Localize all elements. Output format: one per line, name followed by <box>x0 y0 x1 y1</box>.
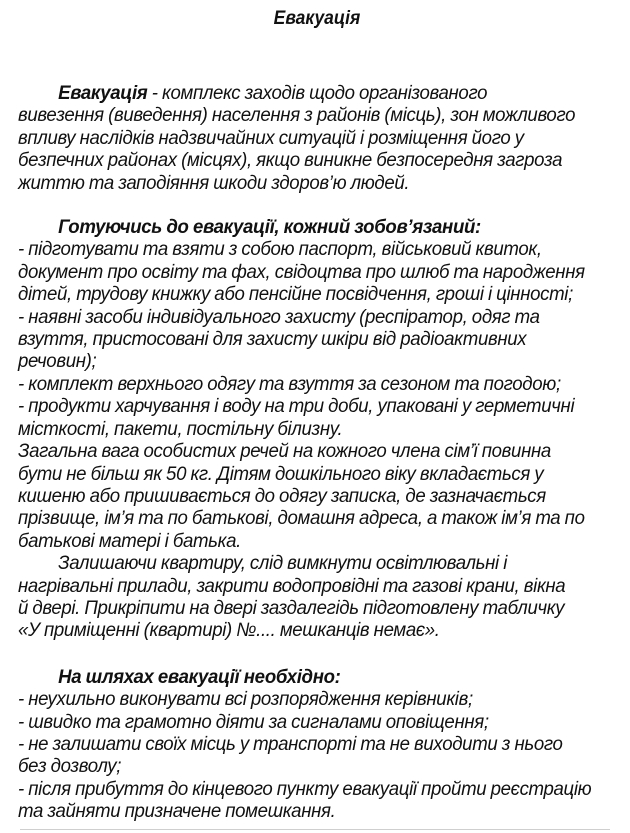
preparation-line: речовин); <box>18 350 97 373</box>
preparation-line: бути не більш як 50 кг. Дітям дошкільного віку вкладається у <box>18 462 544 485</box>
definition-line: - комплекс заходів щодо організованого <box>147 82 488 104</box>
preparation-line: - підготувати та взяти з собою паспорт, військовий квиток, <box>18 238 542 261</box>
page-title: Евакуація <box>273 8 361 29</box>
definition-line: вивезення (виведення) населення з районів (місць), зон можливого <box>18 104 576 127</box>
routes-line: - неухильно виконувати всі розпорядження керівників; <box>18 688 473 711</box>
bottom-divider <box>20 829 610 830</box>
routes-line: та зайняти призначене помешкання. <box>18 800 336 823</box>
preparation-line: - продукти харчування і воду на три доби, упаковані у герметичні <box>18 395 575 418</box>
document-body <box>18 82 620 823</box>
routes-line: - після прибуття до кінцевого пункту евакуації пройти реєстрацію <box>18 777 592 800</box>
definition-line: безпечних районах (місцях), якщо виникне безпосередня загроза <box>18 149 563 172</box>
preparation-line: дітей, трудову книжку або пенсійне посвідчення, гроші і цінності; <box>18 283 573 306</box>
routes-heading: На шляхах евакуації необхідно: <box>58 665 341 688</box>
routes-line: - швидко та грамотно діяти за сигналами оповіщення; <box>18 710 489 733</box>
preparation-line: місткості, пакети, постільну білизну. <box>18 417 343 440</box>
preparation-line: кишеню або пришивається до одягу записка, де зазначається <box>18 484 546 507</box>
paragraph-gap <box>18 642 620 666</box>
preparation-line: документ про освіту та фах, свідоцтва про шлюб та народження <box>18 260 585 283</box>
definition-first-line <box>18 82 620 104</box>
routes-line: без дозволу; <box>18 755 122 778</box>
routes-line: - не залишати своїх місць у транспорті та не виходити з нього <box>18 732 563 755</box>
preparation-heading: Готуючись до евакуації, кожний зобов’язаний: <box>58 216 481 239</box>
preparation-line: Загальна вага особистих речей на кожного члена сім’ї повинна <box>18 440 551 463</box>
leaving-line: Залишаючи квартиру, слід вимкнути освітлювальні і <box>58 552 508 575</box>
definition-line: життю та заподіяння шкоди здоров’ю людей. <box>18 171 410 194</box>
preparation-line: прізвище, ім’я та по батькові, домашня адреса, а також ім’я та по <box>18 507 585 530</box>
paragraph-gap <box>18 194 620 216</box>
leaving-line: «У приміщенні (квартирі) №.... мешканців немає». <box>18 619 440 642</box>
definition-term: Евакуація <box>58 82 148 104</box>
preparation-line: - комплект верхнього одягу та взуття за сезоном та погодою; <box>18 372 561 395</box>
preparation-line: взуття, пристосовані для захисту шкіри від радіоактивних <box>18 328 527 351</box>
preparation-line: - наявні засоби індивідуального захисту (респіратор, одяг та <box>18 305 540 328</box>
leaving-line: й двері. Прикріпити на двері заздалегідь підготовлену табличку <box>18 596 565 619</box>
leaving-line: нагрівальні прилади, закрити водопровідні та газові крани, вікна <box>18 574 566 597</box>
definition-line: впливу наслідків надзвичайних ситуацій і розміщення його у <box>18 126 524 149</box>
preparation-line: батькові матері і батька. <box>18 529 241 552</box>
